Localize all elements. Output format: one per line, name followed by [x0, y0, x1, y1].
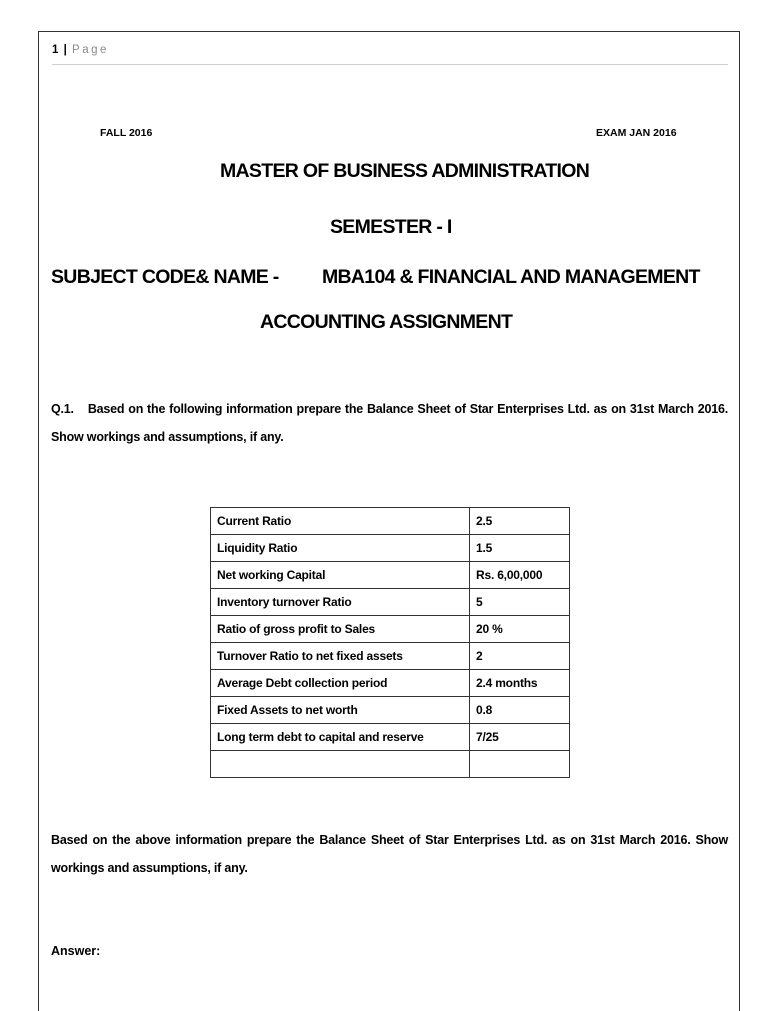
page-header [52, 44, 728, 65]
ratio-label: Current Ratio [211, 508, 470, 535]
ratio-value: 1.5 [470, 535, 570, 562]
ratio-value: 2.4 months [470, 670, 570, 697]
ratio-label: Liquidity Ratio [211, 535, 470, 562]
ratio-label: Turnover Ratio to net fixed assets [211, 643, 470, 670]
exam-label: EXAM JAN 2016 [596, 127, 677, 139]
page-separator: | [63, 44, 67, 56]
table-row [211, 670, 570, 697]
table-row [211, 616, 570, 643]
question-1 [51, 395, 728, 451]
degree-title: MASTER OF BUSINESS ADMINISTRATION [220, 160, 590, 182]
ratio-value: 20 % [470, 616, 570, 643]
answer-label: Answer: [51, 944, 101, 958]
table-row-empty [211, 751, 570, 778]
ratio-label: Inventory turnover Ratio [211, 589, 470, 616]
ratio-label: Long term debt to capital and reserve [211, 724, 470, 751]
ratio-value: 2.5 [470, 508, 570, 535]
page-number: 1 [52, 44, 59, 56]
table-row [211, 697, 570, 724]
ratio-value: 7/25 [470, 724, 570, 751]
question-text: Based on the following information prepare the Balance Sheet of Star Enterprises Ltd. as on 31st March 2016. Show workings and assumptions, if any. [51, 402, 728, 444]
ratio-label [211, 751, 470, 778]
ratio-label: Net working Capital [211, 562, 470, 589]
ratio-value [470, 751, 570, 778]
question-number: Q.1. [51, 402, 74, 416]
ratio-value: 2 [470, 643, 570, 670]
term-label: FALL 2016 [100, 127, 153, 139]
subject-label: SUBJECT CODE& NAME - [51, 266, 279, 288]
ratio-value: 0.8 [470, 697, 570, 724]
table-row [211, 562, 570, 589]
ratio-label: Fixed Assets to net worth [211, 697, 470, 724]
table-row [211, 508, 570, 535]
table-row [211, 589, 570, 616]
subject-value: MBA104 & FINANCIAL AND MANAGEMENT [322, 266, 700, 288]
table-row [211, 535, 570, 562]
ratio-table [210, 507, 570, 778]
ratio-value: 5 [470, 589, 570, 616]
table-row [211, 643, 570, 670]
ratio-value: Rs. 6,00,000 [470, 562, 570, 589]
table-row [211, 724, 570, 751]
ratio-label: Ratio of gross profit to Sales [211, 616, 470, 643]
instruction-note: Based on the above information prepare the Balance Sheet of Star Enterprises Ltd. as on 31st March 2016. Show workings and assumptions, if any. [51, 833, 728, 875]
assignment-title: ACCOUNTING ASSIGNMENT [260, 311, 513, 333]
ratio-label: Average Debt collection period [211, 670, 470, 697]
page-word: Page [72, 44, 109, 56]
semester-title: SEMESTER - I [330, 216, 452, 238]
